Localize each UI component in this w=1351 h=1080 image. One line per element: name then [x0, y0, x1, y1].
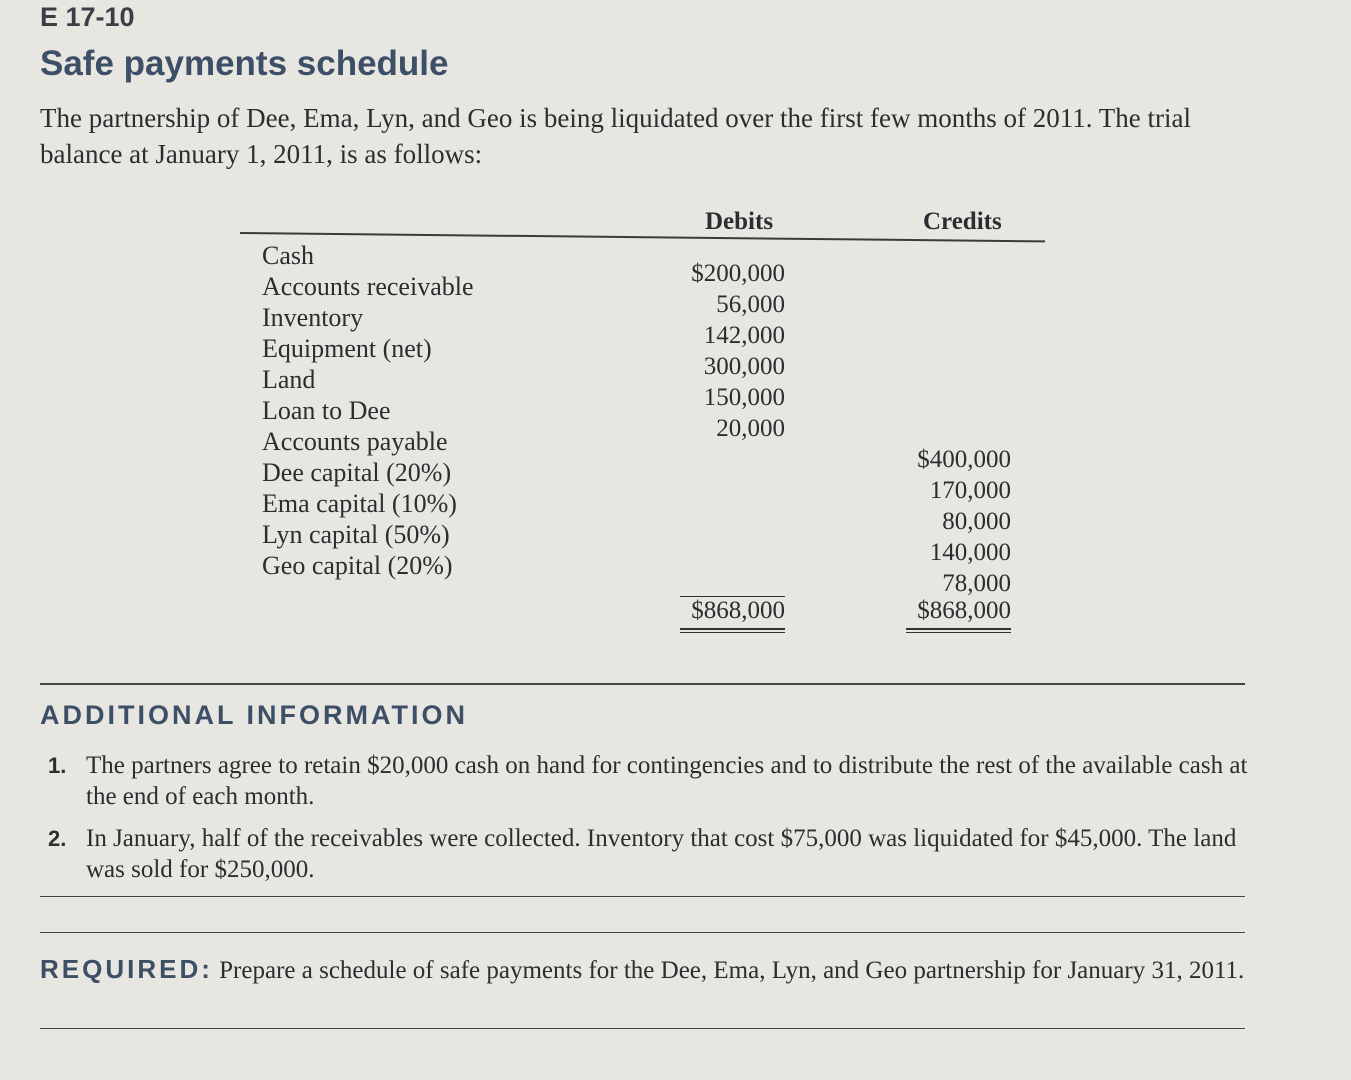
account-name: Cash	[262, 241, 314, 270]
account-name: Geo capital (20%)	[262, 551, 453, 580]
debit-value: 56,000	[716, 291, 785, 318]
account-name: Lyn capital (50%)	[262, 520, 450, 549]
credit-value: 170,000	[929, 477, 1011, 504]
credits-header: Credits	[923, 208, 1002, 235]
account-name: Ema capital (10%)	[262, 489, 457, 518]
debit-double-underline-2	[680, 632, 785, 633]
section-divider	[40, 683, 1245, 685]
required-text: Prepare a schedule of safe payments for the Dee, Ema, Lyn, and Geo partnership for January 31, 2011.	[219, 957, 1245, 984]
account-names	[262, 240, 474, 581]
debit-value: 300,000	[703, 353, 785, 380]
debit-column	[640, 258, 785, 444]
intro-paragraph: The partnership of Dee, Ema, Lyn, and Geo is being liquidated over the first few months of 2011. The trial balance at January 1, 2011, is as follows:	[40, 103, 1191, 169]
credit-double-underline	[906, 628, 1011, 630]
exercise-number: E 17-10	[40, 2, 135, 32]
credit-value: $400,000	[917, 446, 1011, 473]
credit-value: 140,000	[929, 539, 1011, 566]
credit-value: 80,000	[942, 508, 1011, 535]
account-name: Loan to Dee	[262, 396, 391, 425]
debit-value: 142,000	[703, 322, 785, 349]
credit-total: $868,000	[917, 597, 1011, 624]
debit-value: 20,000	[716, 415, 785, 442]
required-paragraph	[40, 952, 1250, 988]
debit-value: 150,000	[703, 384, 785, 411]
debit-total: $868,000	[691, 597, 785, 624]
info-item-text: The partners agree to retain $20,000 cash on hand for contingencies and to distribute the rest of the available cash at the end of each month.	[86, 752, 1248, 810]
account-name: Accounts receivable	[262, 272, 474, 301]
additional-info-heading: ADDITIONAL INFORMATION	[40, 700, 468, 730]
account-name: Equipment (net)	[262, 334, 432, 363]
section-divider	[40, 896, 1245, 897]
info-item-number: 2.	[48, 826, 67, 851]
debit-value: $200,000	[691, 260, 785, 287]
section-divider	[40, 1028, 1245, 1029]
debits-header: Debits	[705, 208, 774, 235]
account-name: Accounts payable	[262, 427, 448, 456]
exercise-title: Safe payments schedule	[40, 44, 449, 83]
credit-column	[868, 444, 1011, 599]
credit-double-underline-2	[906, 632, 1011, 633]
section-divider	[40, 932, 1245, 933]
info-item-number: 1.	[48, 753, 67, 778]
info-item-text: In January, half of the receivables were collected. Inventory that cost $75,000 was liquidated for $45,000. The land was sold for $250,000.	[86, 825, 1237, 883]
credit-value: 78,000	[942, 570, 1011, 597]
account-name: Dee capital (20%)	[262, 458, 452, 487]
account-name: Inventory	[262, 303, 364, 332]
required-label: REQUIRED:	[40, 954, 213, 984]
account-name: Land	[262, 365, 316, 394]
debit-double-underline	[680, 628, 785, 630]
